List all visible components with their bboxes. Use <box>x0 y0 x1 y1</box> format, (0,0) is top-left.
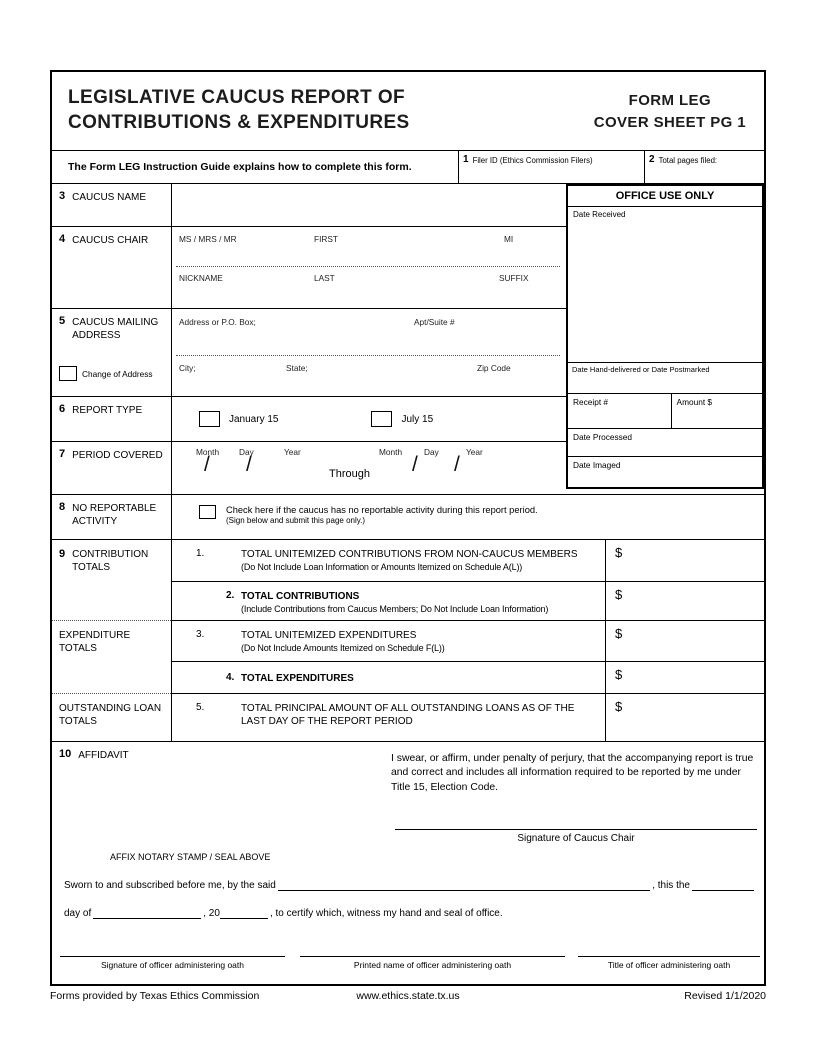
officer-printed-name-label: Printed name of officer administering oath <box>353 960 512 970</box>
total-row-number: 4. <box>226 672 235 684</box>
report-type-number: 6 <box>59 403 66 415</box>
sworn-text-4: , 20 <box>203 908 220 919</box>
total-amount-cell-3 <box>605 621 764 662</box>
caucus-chair-signature-line[interactable] <box>395 829 757 844</box>
date-slash: / <box>204 453 210 476</box>
office-use-only-box <box>566 184 764 489</box>
date-imaged-area <box>568 456 762 487</box>
total-pages-number: 2 <box>649 154 655 165</box>
no-activity-row <box>52 494 764 539</box>
form-subtitle: COVER SHEET PG 1 <box>593 113 746 131</box>
caucus-chair-signature-label: Signature of Caucus Chair <box>517 833 635 844</box>
sworn-text-3: day of <box>64 908 92 919</box>
chair-title-input[interactable] <box>176 245 306 263</box>
affidavit-label-cell <box>59 748 129 762</box>
expenditure-totals-section-label <box>52 620 171 694</box>
contribution-totals-label: CONTRIBUTION TOTALS <box>72 549 149 573</box>
start-month-input[interactable] <box>188 458 228 486</box>
city-label: City; <box>179 363 196 373</box>
officer-printed-name-line[interactable] <box>300 956 565 970</box>
city-input[interactable] <box>176 373 281 391</box>
sworn-text-5: , to certify which, witness my hand and seal of office. <box>269 908 503 919</box>
chair-suffix-label: SUFFIX <box>499 273 529 283</box>
report-type-option-january <box>199 411 278 427</box>
dollar-sign: $ <box>615 699 623 715</box>
sworn-text-1: Sworn to and subscribed before me, by the said <box>64 880 276 891</box>
zip-label: Zip Code <box>477 363 511 373</box>
instruction-bar <box>52 150 764 184</box>
page-footer <box>50 990 766 1002</box>
total-row-1 <box>172 540 764 581</box>
receipt-amount-row <box>568 393 762 428</box>
chair-suffix-input[interactable] <box>497 285 560 303</box>
date-imaged-label: Date Imaged <box>573 460 621 470</box>
footer-website: www.ethics.state.tx.us <box>356 990 460 1002</box>
zip-input[interactable] <box>475 373 560 391</box>
state-input[interactable] <box>284 373 472 391</box>
form-header <box>52 72 764 150</box>
filer-id-label: Filer ID (Ethics Commission Filers) <box>472 156 593 165</box>
totals-label-column <box>52 540 172 741</box>
outstanding-loan-totals-section-label <box>52 693 171 741</box>
instruction-text: The Form LEG Instruction Guide explains how to complete this form. <box>68 161 412 173</box>
totals-row <box>52 539 764 741</box>
no-activity-subtext: (Sign below and submit this page only.) <box>226 516 366 525</box>
total-amount-cell-5 <box>605 694 764 741</box>
total-row-5 <box>172 693 764 741</box>
form-title-line1: LEGISLATIVE CAUCUS REPORT OF <box>68 87 406 108</box>
end-day-input[interactable] <box>415 458 453 486</box>
total-row-subtitle: (Do Not Include Amounts Itemized on Schedule F(L)) <box>241 642 445 653</box>
report-type-options <box>172 397 566 441</box>
july-15-label: July 15 <box>401 413 434 425</box>
total-row-number: 1. <box>196 548 205 559</box>
filer-id-input[interactable] <box>463 165 640 180</box>
january-15-checkbox[interactable] <box>199 411 220 427</box>
report-type-row <box>52 397 566 442</box>
amount-area <box>671 394 762 428</box>
hand-delivered-area <box>568 362 762 393</box>
filer-id-cell <box>458 151 644 183</box>
office-use-title: OFFICE USE ONLY <box>568 186 762 207</box>
date-slash: / <box>246 453 252 476</box>
total-pages-head <box>649 154 760 165</box>
period-covered-fields <box>172 442 566 494</box>
chair-nickname-input[interactable] <box>176 285 306 303</box>
total-row-title: TOTAL PRINCIPAL AMOUNT OF ALL OUTSTANDING LOANS AS OF THE LAST DAY OF THE REPORT PERIOD <box>241 703 575 728</box>
period-covered-number: 7 <box>59 448 66 460</box>
caucus-chair-row <box>52 227 566 309</box>
chair-nickname-label: NICKNAME <box>179 273 223 283</box>
date-received-area <box>568 207 762 362</box>
date-slash: / <box>412 453 418 476</box>
mailing-address-label-cell <box>52 309 172 396</box>
address-label: Address or P.O. Box; <box>179 317 256 327</box>
end-day-label: Day <box>424 447 439 457</box>
footer-provider: Forms provided by Texas Ethics Commission <box>50 990 260 1002</box>
total-row-title: TOTAL CONTRIBUTIONS <box>241 590 360 602</box>
end-month-label: Month <box>379 447 403 457</box>
form-code: FORM LEG <box>628 92 712 109</box>
affidavit-number: 10 <box>59 748 72 760</box>
form-code-block <box>594 86 754 134</box>
caucus-chair-number: 4 <box>59 233 66 245</box>
caucus-chair-fields <box>172 227 566 308</box>
total-row-number: 3. <box>196 628 205 640</box>
total-row-title: TOTAL EXPENDITURES <box>241 673 354 685</box>
start-day-input[interactable] <box>230 458 268 486</box>
unitemized-expenditures-amount-input[interactable] <box>628 623 760 660</box>
sworn-day-blank[interactable] <box>692 878 754 891</box>
total-row-2 <box>172 581 764 620</box>
change-of-address-label: Change of Address <box>82 368 153 379</box>
sworn-text-2: , this the <box>652 880 690 891</box>
report-type-option-july <box>371 411 433 427</box>
start-year-label: Year <box>284 447 301 457</box>
no-activity-number: 8 <box>59 501 66 513</box>
total-row-subtitle: (Include Contributions from Caucus Members; Do Not Include Loan Information) <box>241 603 549 614</box>
no-activity-text: Check here if the caucus has no reportable activity during this report period. <box>226 505 538 515</box>
officer-title-line[interactable] <box>578 956 760 970</box>
totals-number: 9 <box>59 548 66 560</box>
start-day-label: Day <box>239 447 254 457</box>
dollar-sign: $ <box>615 586 623 602</box>
total-row-4 <box>172 661 764 693</box>
officer-signature-label: Signature of officer administering oath <box>100 960 244 970</box>
no-activity-text-block <box>226 505 538 525</box>
caucus-name-number: 3 <box>59 190 66 202</box>
total-row-3 <box>172 620 764 662</box>
hand-delivered-label: Date Hand-delivered or Date Postmarked <box>572 365 710 374</box>
total-row-number: 2. <box>226 589 235 601</box>
caucus-name-label: CAUCUS NAME <box>72 192 147 203</box>
mailing-address-row <box>52 309 566 397</box>
end-month-input[interactable] <box>373 458 413 486</box>
total-row-subtitle: (Do Not Include Loan Information or Amounts Itemized on Schedule A(L)) <box>241 562 523 572</box>
sworn-year-blank[interactable] <box>220 906 268 919</box>
chair-last-label: LAST <box>314 273 335 283</box>
sworn-name-blank[interactable] <box>278 878 650 891</box>
amount-label: Amount $ <box>676 397 713 407</box>
unitemized-contributions-amount-input[interactable] <box>628 542 760 579</box>
form-border <box>50 70 766 986</box>
period-covered-label: PERIOD COVERED <box>72 450 163 461</box>
dollar-sign: $ <box>615 667 623 683</box>
expenditure-totals-label: EXPENDITURE TOTALS <box>59 629 131 654</box>
total-amount-cell-1 <box>605 540 764 581</box>
total-contributions-amount-input[interactable] <box>628 584 760 618</box>
mailing-address-number: 5 <box>59 315 66 327</box>
total-row-title: TOTAL UNITEMIZED EXPENDITURES <box>241 629 417 641</box>
caucus-name-input[interactable] <box>172 184 566 226</box>
dotted-separator <box>176 266 560 267</box>
filer-id-head <box>463 154 640 165</box>
date-processed-label: Date Processed <box>573 432 633 442</box>
dotted-separator <box>176 355 560 356</box>
caucus-name-label-cell <box>52 184 172 226</box>
chair-first-input[interactable] <box>312 245 497 263</box>
sworn-line-1 <box>64 878 754 891</box>
caucus-chair-label: CAUCUS CHAIR <box>72 235 149 246</box>
date-received-label: Date Received <box>573 210 626 219</box>
mailing-address-label: CAUCUS MAILING ADDRESS <box>72 317 159 341</box>
affidavit-row <box>52 741 764 984</box>
outstanding-loan-totals-label: OUTSTANDING LOAN TOTALS <box>59 703 162 728</box>
total-row-number: 5. <box>196 702 205 714</box>
through-label: Through <box>329 468 370 480</box>
receipt-area <box>568 394 671 428</box>
end-year-label: Year <box>466 447 483 457</box>
end-year-input[interactable] <box>455 458 507 486</box>
change-of-address <box>59 366 153 381</box>
sworn-month-blank[interactable] <box>93 906 201 919</box>
date-processed-area <box>568 428 762 456</box>
contribution-totals-section-label <box>52 540 171 620</box>
apt-input[interactable] <box>412 329 557 349</box>
total-pages-label: Total pages filed: <box>658 156 718 165</box>
caucus-chair-label-cell <box>52 227 172 308</box>
total-pages-cell <box>644 151 764 183</box>
apt-label: Apt/Suite # <box>414 317 455 327</box>
total-amount-cell-2 <box>605 582 764 620</box>
mailing-address-fields <box>172 309 566 396</box>
start-month-label: Month <box>196 447 220 457</box>
totals-items <box>172 540 764 741</box>
affidavit-label: AFFIDAVIT <box>78 750 129 761</box>
no-activity-label: NO REPORTABLE ACTIVITY <box>72 503 157 527</box>
report-type-label-cell <box>52 397 172 441</box>
no-activity-content <box>172 495 764 539</box>
dollar-sign: $ <box>615 625 623 641</box>
chair-last-input[interactable] <box>312 285 492 303</box>
start-year-input[interactable] <box>270 458 322 486</box>
report-type-label: REPORT TYPE <box>72 405 143 416</box>
january-15-label: January 15 <box>229 413 279 425</box>
total-pages-input[interactable] <box>649 165 760 180</box>
filer-id-number: 1 <box>463 154 469 165</box>
period-covered-row <box>52 442 566 494</box>
dollar-sign: $ <box>615 545 623 560</box>
chair-mi-input[interactable] <box>502 245 560 263</box>
form-body <box>52 184 764 984</box>
change-of-address-checkbox[interactable] <box>59 366 77 381</box>
chair-title-label: MS / MRS / MR <box>179 234 237 244</box>
july-15-checkbox[interactable] <box>371 411 392 427</box>
chair-first-label: FIRST <box>314 234 338 244</box>
officer-signature-line[interactable] <box>60 956 285 970</box>
caucus-name-row <box>52 184 566 227</box>
total-row-title: TOTAL UNITEMIZED CONTRIBUTIONS FROM NON-CAUCUS MEMBERS <box>241 549 578 560</box>
officer-title-label: Title of officer administering oath <box>607 960 731 970</box>
form-title <box>68 86 410 135</box>
no-activity-label-cell <box>52 495 172 539</box>
receipt-label: Receipt # <box>573 397 609 407</box>
chair-mi-label: MI <box>504 234 514 244</box>
total-expenditures-amount-input[interactable] <box>628 664 760 691</box>
left-rows <box>52 184 566 494</box>
address-input[interactable] <box>176 329 406 349</box>
affidavit-statement: I swear, or affirm, under penalty of perjury, that the accompanying report is true and correct and includes all information required to be reported by me under Title 15, Election Code. <box>391 753 754 793</box>
form-title-line2: CONTRIBUTIONS & EXPENDITURES <box>68 111 410 133</box>
no-activity-checkbox[interactable] <box>199 505 216 519</box>
state-label: State; <box>286 363 308 373</box>
total-amount-cell-4 <box>605 662 764 693</box>
notary-stamp-label: AFFIX NOTARY STAMP / SEAL ABOVE <box>110 852 271 862</box>
period-covered-label-cell <box>52 442 172 494</box>
outstanding-loans-amount-input[interactable] <box>628 696 760 739</box>
sworn-line-2 <box>64 906 503 919</box>
footer-revised-date: Revised 1/1/2020 <box>684 990 767 1002</box>
date-slash: / <box>454 453 460 476</box>
